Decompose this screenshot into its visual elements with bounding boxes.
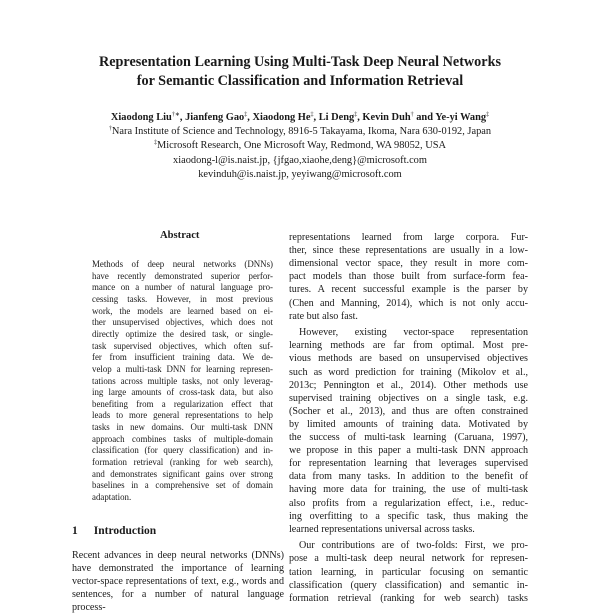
text-line: approach combines tasks of multiple-domain	[92, 433, 273, 444]
intro-heading	[72, 525, 156, 537]
author-separator: ,	[313, 112, 319, 123]
text-line: we propose in this paper a multi-task DNN approach	[289, 445, 528, 457]
text-line: formation retrieval (ranking for web search),	[92, 457, 273, 468]
text-line: tations across multiple tasks, not only leverag-	[92, 375, 273, 386]
text-line: such as word prediction for training (Mikolov et al.,	[289, 366, 528, 378]
text-line: adaptation.	[92, 492, 132, 502]
text-line: vious methods are based on unsupervised objectives	[289, 353, 528, 365]
text-line: by limited amounts of training data. Motivated by	[289, 418, 528, 430]
text-line: leads to more general representations to help	[92, 410, 273, 421]
text-line: data from many tasks. In addition to the benefit of	[289, 471, 528, 483]
author-affiliation-mark: ‡	[486, 112, 490, 118]
text-line: Methods of deep neural networks (DNNs)	[92, 259, 273, 269]
affiliation-microsoft	[0, 140, 600, 151]
text-line: supervised training objectives on a single task, e.g.	[289, 392, 528, 404]
affiliation-nara	[0, 126, 600, 137]
paper-title-line-1: Representation Learning Using Multi-Task Deep Neural Networks	[99, 54, 501, 70]
text-line: for representation learning that leverages supervised	[289, 458, 528, 470]
author-affiliation-mark: ‡	[310, 112, 314, 118]
text-line: tures. A recent successful example is the parser by	[289, 284, 528, 296]
section-number: 1	[72, 525, 78, 537]
author-name: Jianfeng Gao	[185, 112, 245, 123]
text-line: classification (query classification) and semantic in-	[289, 579, 528, 591]
text-line: mance on a number of natural language pro-	[92, 282, 273, 293]
text-line: However, existing vector-space representation	[299, 327, 528, 339]
text-line: dimensional vector space, they result in more com-	[289, 258, 528, 270]
email-line-2: kevinduh@is.naist.jp, yeyiwang@microsoft.com	[198, 169, 402, 180]
text-line: ther unsupervised objectives, which does not	[92, 317, 273, 328]
author-name: Xiaodong Liu	[110, 112, 172, 123]
affiliation-text: Microsoft Research, One Microsoft Way, Redmond, WA 98052, USA	[156, 140, 446, 151]
author-affiliation-mark: †∗	[171, 112, 180, 118]
affiliation-mark: †	[108, 126, 112, 132]
text-line: Recent advances in deep neural networks (DNNs)	[72, 550, 284, 561]
email-line-1: xiaodong-l@is.naist.jp, {jfgao,xiaohe,deng}@microsoft.com	[173, 155, 427, 166]
abstract-heading: Abstract	[160, 230, 200, 241]
text-line: pose a multi-task deep neural network for represen-	[289, 553, 528, 565]
author-list	[0, 111, 600, 123]
text-line: Our contributions are of two-folds: First, we pro-	[299, 540, 528, 552]
text-line: rate but also fast.	[289, 310, 358, 322]
text-line: directly optimize the desired task, or single-	[92, 328, 273, 339]
text-line: baselines in a comprehensive set of domain	[92, 480, 273, 491]
text-line: the success of multi-task learning (Caruana, 1997),	[289, 432, 528, 443]
text-line: formation retrieval (ranking for web search) tasks	[289, 592, 528, 604]
author-separator: ,	[247, 112, 253, 123]
text-line: pact models than those built from surface-form fea-	[289, 271, 528, 283]
text-line: have recently demonstrated superior perfor-	[92, 270, 273, 281]
text-line: work, the models are learned based on ei-	[92, 305, 273, 316]
paper-title-line-2: for Semantic Classification and Information Retrieval	[136, 73, 464, 89]
text-line: 2013c; Pennington et al., 2014). Other methods use	[289, 379, 528, 391]
text-line: having more data for training, the use of multi-task	[289, 484, 528, 496]
text-line: cessing tasks. However, in most previous	[92, 293, 273, 304]
text-line: ing large amounts of cross-task data, but also	[92, 387, 273, 398]
text-line: have demonstrated the importance of learning	[72, 563, 284, 575]
text-line: tation learning, in particular focusing on semantic	[289, 566, 528, 578]
author-affiliation-mark: †	[410, 112, 414, 118]
text-line: velop a multi-task DNN for learning represen-	[92, 363, 273, 374]
text-line: ing overfitting to a specific task, thus making the	[289, 510, 528, 522]
text-line: (Socher et al., 2013), and thus are often constrained	[289, 405, 528, 417]
author-name: Li Deng	[318, 112, 355, 123]
affiliation-text: Nara Institute of Science and Technology, 8916-5 Takayama, Ikoma, Nara 630-0192, Japan	[111, 126, 492, 137]
section-title: Introduction	[93, 525, 157, 537]
text-line: vector-space representations of text, e.g., words and	[72, 576, 284, 588]
author-separator: ,	[179, 112, 186, 123]
author-separator: and	[413, 112, 436, 123]
text-line: learning methods are far from optimal. Most pre-	[289, 340, 528, 352]
text-line: tasks in new domains. Our multi-task DNN	[92, 422, 273, 433]
text-line: learned representations universal across tasks.	[289, 523, 475, 535]
text-line: and demonstrates significant gains over strong	[92, 468, 273, 479]
text-line: classification (for query classification) and in-	[92, 445, 273, 456]
author-name: Xiaodong He	[252, 112, 311, 123]
text-line: ther, since these representations are usually in a low-	[289, 245, 528, 257]
text-line: (Chen and Manning, 2014), which is not only accu-	[289, 297, 528, 309]
text-line: fer from insufficient training data. We de-	[92, 352, 273, 363]
author-affiliation-mark: ‡	[354, 112, 358, 118]
author-separator: ,	[357, 112, 363, 123]
text-line: representations learned from large corpora. Fur-	[289, 232, 528, 243]
author-name: Kevin Duh	[362, 112, 411, 123]
author-affiliation-mark: ‡	[244, 112, 248, 118]
text-line: benefiting from a regularization effect that	[92, 398, 273, 409]
affiliation-mark: ‡	[153, 140, 157, 146]
text-line: task supervised objectives, which often suf-	[92, 340, 273, 351]
author-name: Ye-yi Wang	[435, 112, 487, 123]
text-line: also profits from a regularization effect, i.e., reduc-	[289, 497, 528, 509]
text-line: sentences, for a number of natural language process-	[72, 589, 284, 613]
